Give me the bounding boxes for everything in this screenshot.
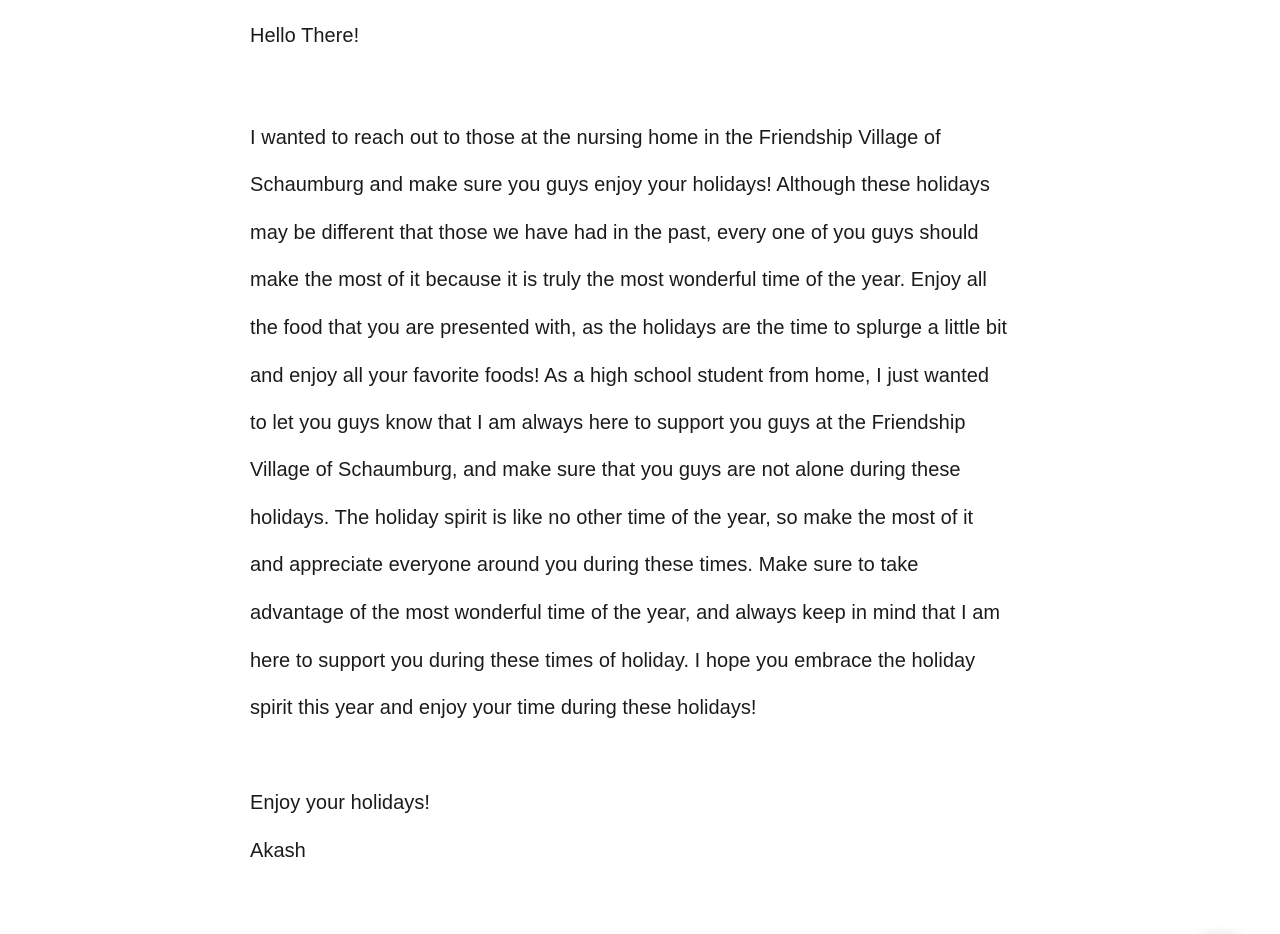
body-line: holidays. The holiday spirit is like no other time of the year, so make the most of it	[250, 507, 974, 529]
body-line: here to support you during these times of holiday. I hope you embrace the holiday	[250, 650, 976, 672]
closing: Enjoy your holidays!	[250, 792, 430, 814]
body-line: spirit this year and enjoy your time during these holidays!	[250, 697, 757, 719]
body-line: advantage of the most wonderful time of the year, and always keep in mind that I am	[250, 602, 1001, 624]
body-line: the food that you are presented with, as the holidays are the time to splurge a little bit	[250, 317, 1008, 339]
body-line: I wanted to reach out to those at the nursing home in the Friendship Village of	[250, 127, 941, 149]
greeting: Hello There!	[250, 25, 360, 47]
body-line: and enjoy all your favorite foods! As a high school student from home, I just wanted	[250, 365, 990, 387]
body-line: to let you guys know that I am always here to support you guys at the Friendship	[250, 412, 966, 434]
body-line: Schaumburg and make sure you guys enjoy your holidays! Although these holidays	[250, 174, 990, 196]
body-line: make the most of it because it is truly the most wonderful time of the year. Enjoy all	[250, 269, 987, 291]
page-shadow	[1190, 926, 1250, 934]
signature: Akash	[250, 840, 306, 862]
body-line: Village of Schaumburg, and make sure that you guys are not alone during these	[250, 459, 961, 481]
body-line: may be different that those we have had in the past, every one of you guys should	[250, 222, 979, 244]
body-line: and appreciate everyone around you during these times. Make sure to take	[250, 554, 919, 576]
